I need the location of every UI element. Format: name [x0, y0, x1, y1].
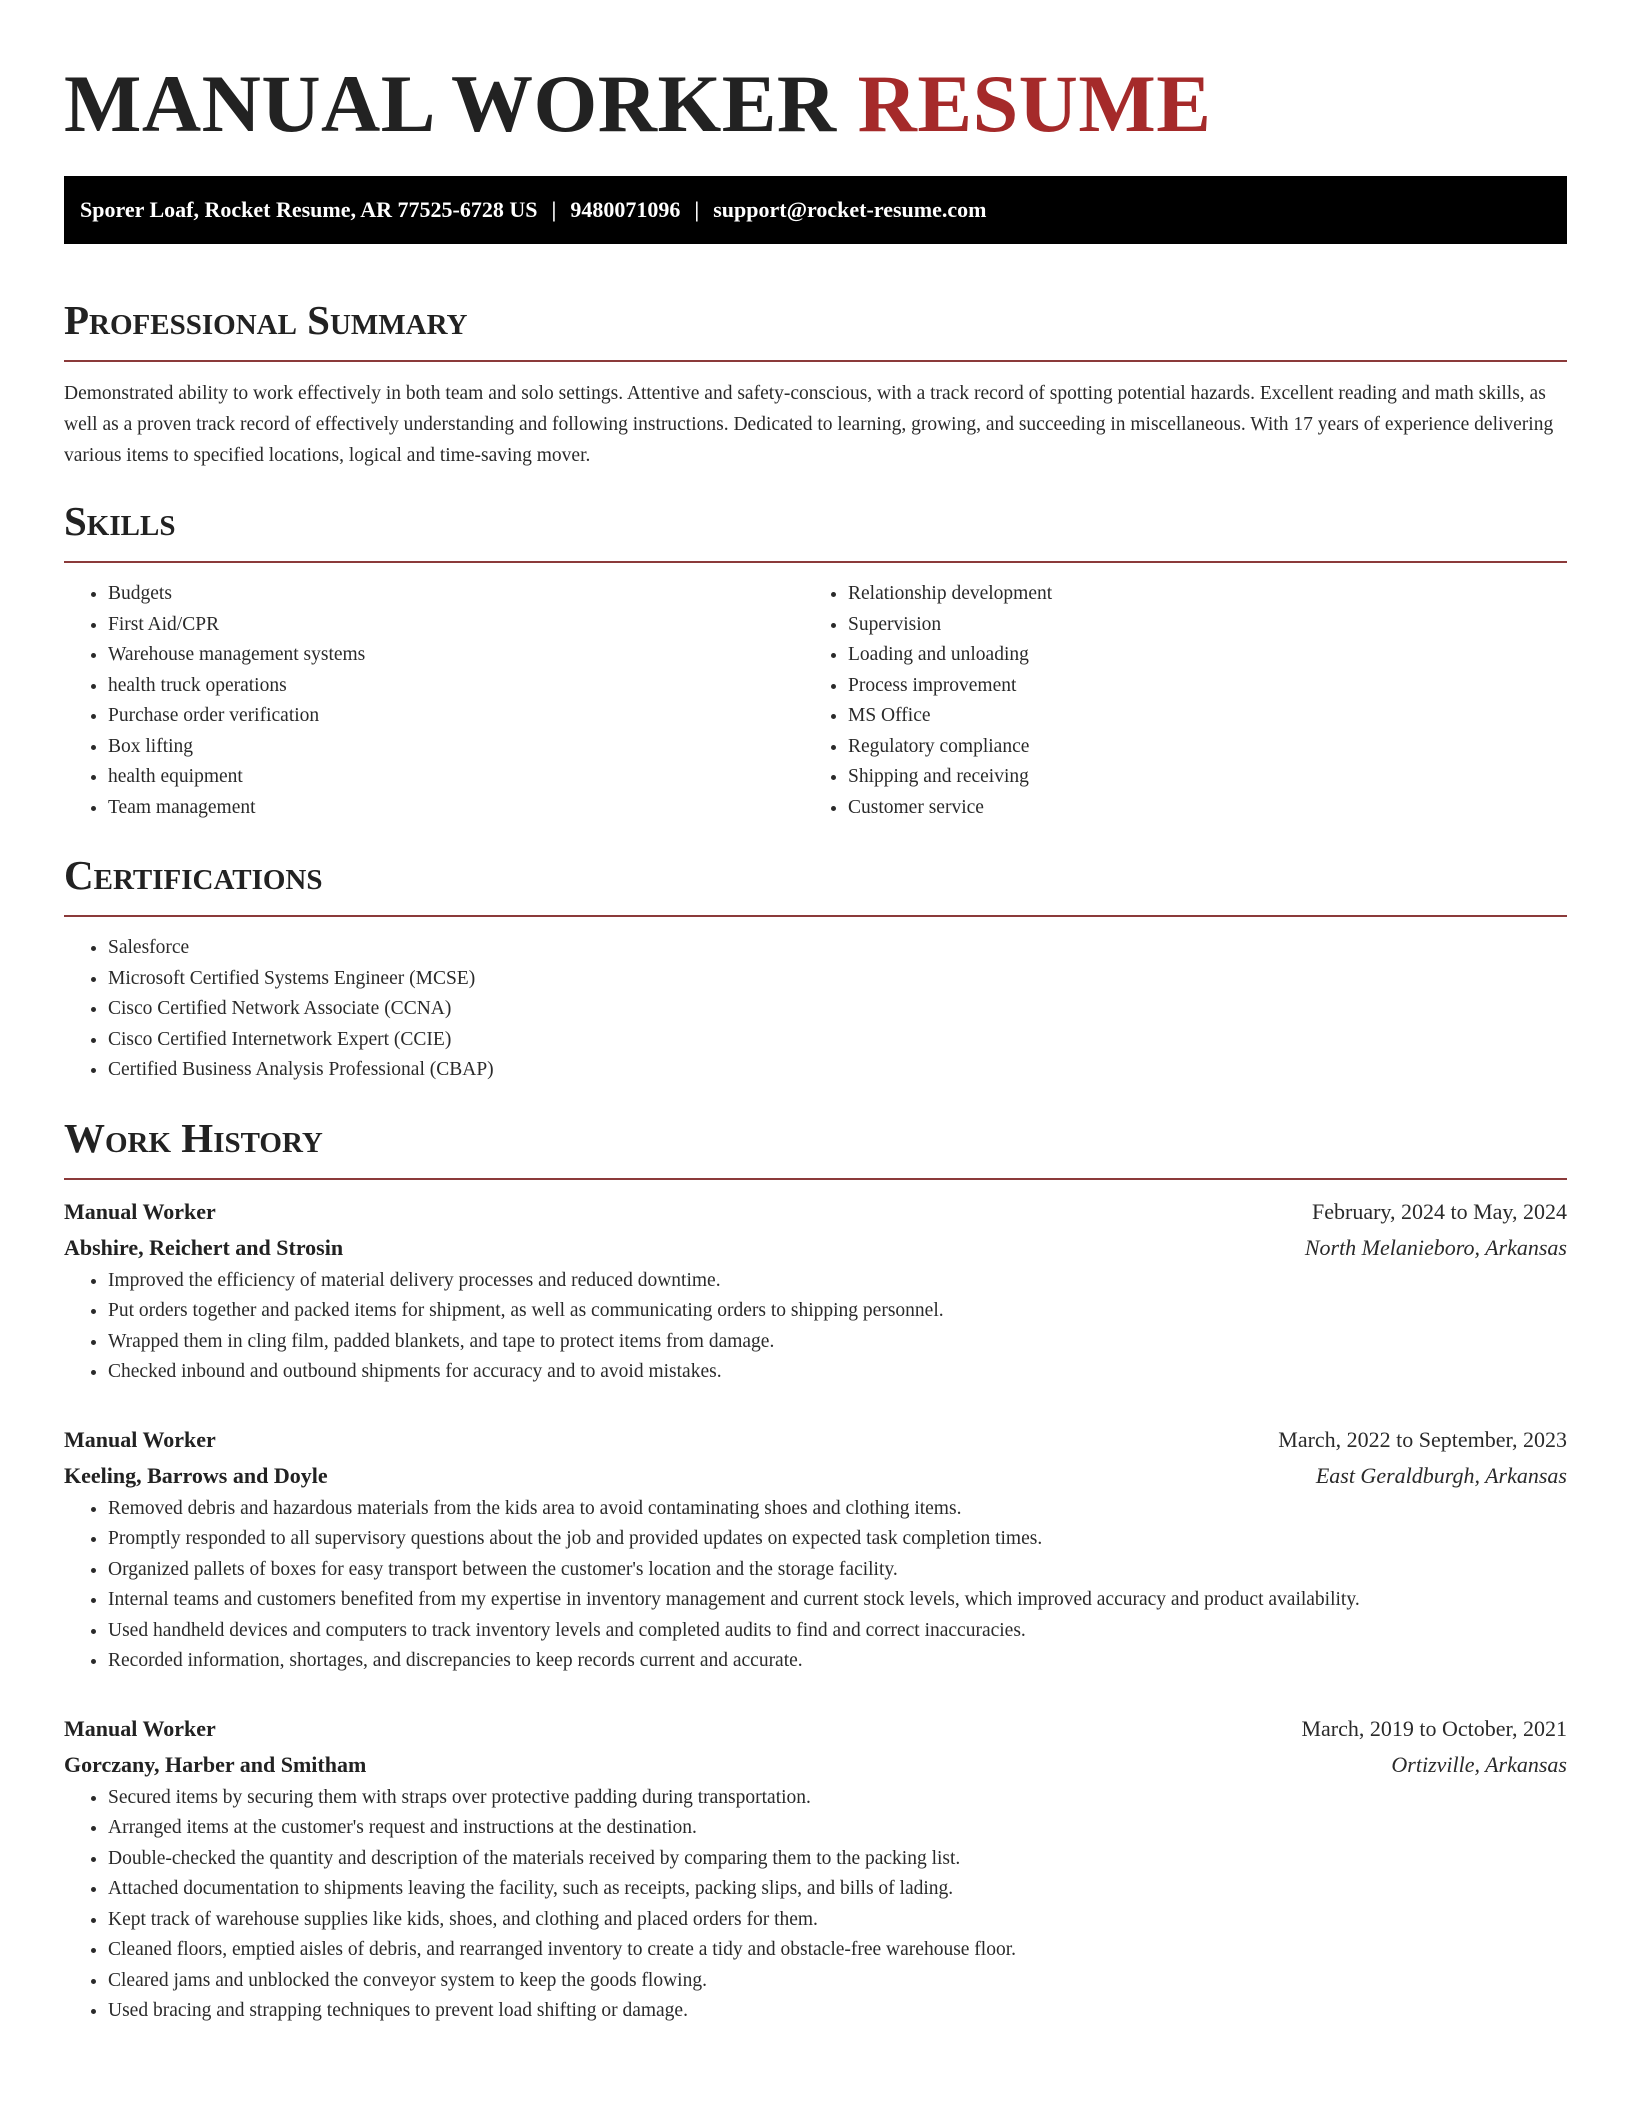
job-company-row — [64, 1230, 1567, 1266]
certifications-list — [64, 933, 1567, 1086]
job-bullet: • Cleared jams and unblocked the conveyor system to keep the goods flowing. — [108, 1966, 1567, 1997]
job-title: Manual Worker — [64, 1198, 216, 1224]
job-bullet: • Checked inbound and outbound shipments for accuracy and to avoid mistakes. — [108, 1357, 1567, 1388]
certification-item: • Certified Business Analysis Professional (CBAP) — [108, 1055, 1567, 1086]
job-dates: March, 2022 to September, 2023 — [1278, 1426, 1567, 1452]
job-entry — [64, 1711, 1567, 2027]
certifications-heading: Certifications — [64, 852, 323, 898]
skill-item: • Loading and unloading — [848, 640, 1544, 671]
skill-item: • Relationship development — [848, 579, 1544, 610]
job-location: East Geraldburgh, Arkansas — [1315, 1462, 1567, 1488]
skill-item: • Budgets — [108, 579, 804, 610]
certification-item: • Salesforce — [108, 933, 1567, 964]
contact-separator: | — [551, 197, 557, 222]
job-header-row — [64, 1194, 1567, 1230]
job-bullet: • Secured items by securing them with straps over protective padding during transportation. — [108, 1783, 1567, 1814]
summary-section — [64, 294, 1567, 471]
contact-phone[interactable]: 9480071096 — [570, 197, 681, 222]
job-company: Gorczany, Harber and Smitham — [64, 1751, 367, 1777]
section-divider — [64, 1178, 1567, 1180]
certification-item: • Cisco Certified Network Associate (CCNA) — [108, 994, 1567, 1025]
job-location: North Melanieboro, Arkansas — [1304, 1234, 1567, 1260]
job-bullet: • Used handheld devices and computers to track inventory levels and completed audits to find and correct inaccuracies. — [108, 1616, 1567, 1647]
skill-item: • Customer service — [848, 793, 1544, 824]
skill-item: • Team management — [108, 793, 804, 824]
job-bullets — [64, 1783, 1567, 2027]
job-company: Abshire, Reichert and Strosin — [64, 1234, 344, 1260]
job-bullet: • Arranged items at the customer's request and instructions at the destination. — [108, 1813, 1567, 1844]
job-company-row — [64, 1458, 1567, 1494]
job-company: Keeling, Barrows and Doyle — [64, 1462, 328, 1488]
job-company-row — [64, 1747, 1567, 1783]
job-bullets — [64, 1266, 1567, 1388]
job-bullet: • Attached documentation to shipments leaving the facility, such as receipts, packing slips, and bills of lading. — [108, 1874, 1567, 1905]
title-accent: RESUME — [857, 58, 1212, 149]
contact-bar — [64, 176, 1567, 244]
resume-title — [64, 56, 1567, 164]
skills-list-right — [804, 579, 1544, 823]
job-title: Manual Worker — [64, 1426, 216, 1452]
summary-text: Demonstrated ability to work effectively in both team and solo settings. Attentive and safety-conscious, with a track record of spotting potential hazards. Excellent reading and math skills, as well as a proven track record of effectively understanding and following instructions. Dedicated to learning, growing, and succeeding in miscellaneous. With 17 years of experience delivering various items to specified locations, logical and time-saving mover. — [64, 383, 1554, 466]
job-bullet: • Recorded information, shortages, and discrepancies to keep records current and accurate. — [108, 1646, 1567, 1677]
job-bullet: • Improved the efficiency of material delivery processes and reduced downtime. — [108, 1266, 1567, 1297]
job-bullet: • Removed debris and hazardous materials from the kids area to avoid contaminating shoes and clothing items. — [108, 1494, 1567, 1525]
skill-item: • Shipping and receiving — [848, 762, 1544, 793]
skills-columns — [64, 579, 1567, 823]
job-dates: February, 2024 to May, 2024 — [1312, 1198, 1567, 1224]
certifications-section — [64, 849, 1567, 1086]
job-bullet: • Double-checked the quantity and description of the materials received by comparing them to the packing list. — [108, 1844, 1567, 1875]
job-header-row — [64, 1422, 1567, 1458]
skill-item: • health truck operations — [108, 671, 804, 702]
job-location: Ortizville, Arkansas — [1391, 1751, 1567, 1777]
work-history-section — [64, 1112, 1567, 2027]
section-divider — [64, 360, 1567, 362]
skills-column-right — [804, 579, 1544, 823]
skills-section — [64, 495, 1567, 823]
contact-address: Sporer Loaf, Rocket Resume, AR 77525-6728 US — [80, 197, 538, 222]
skill-item: • Warehouse management systems — [108, 640, 804, 671]
job-bullet: • Cleaned floors, emptied aisles of debris, and rearranged inventory to create a tidy and obstacle-free warehouse floor. — [108, 1935, 1567, 1966]
skill-item: • Box lifting — [108, 732, 804, 763]
certification-item: • Microsoft Certified Systems Engineer (MCSE) — [108, 964, 1567, 995]
skill-item: • MS Office — [848, 701, 1544, 732]
skill-item: • health equipment — [108, 762, 804, 793]
skill-item: • Purchase order verification — [108, 701, 804, 732]
job-bullets — [64, 1494, 1567, 1677]
skills-column-left — [64, 579, 804, 823]
job-header-row — [64, 1711, 1567, 1747]
skills-list-left — [64, 579, 804, 823]
certification-item: • Cisco Certified Internetwork Expert (CCIE) — [108, 1025, 1567, 1056]
job-dates: March, 2019 to October, 2021 — [1301, 1715, 1567, 1741]
section-divider — [64, 915, 1567, 917]
job-title: Manual Worker — [64, 1715, 216, 1741]
contact-email[interactable]: support@rocket-resume.com — [713, 197, 987, 222]
job-bullet: • Used bracing and strapping techniques to prevent load shifting or damage. — [108, 1996, 1567, 2027]
job-bullet: • Kept track of warehouse supplies like kids, shoes, and clothing and placed orders for them. — [108, 1905, 1567, 1936]
job-bullet: • Organized pallets of boxes for easy transport between the customer's location and the storage facility. — [108, 1555, 1567, 1586]
job-bullet: • Internal teams and customers benefited from my expertise in inventory management and current stock levels, which improved accuracy and product availability. — [108, 1585, 1567, 1616]
skill-item: • Regulatory compliance — [848, 732, 1544, 763]
job-bullet: • Promptly responded to all supervisory questions about the job and provided updates on expected task completion times. — [108, 1524, 1567, 1555]
job-entry — [64, 1422, 1567, 1677]
summary-heading: Professional Summary — [64, 297, 468, 343]
skill-item: • Process improvement — [848, 671, 1544, 702]
skill-item: • First Aid/CPR — [108, 610, 804, 641]
section-divider — [64, 561, 1567, 563]
resume-page — [64, 0, 1567, 2027]
skills-heading: Skills — [64, 498, 176, 544]
work-history-heading: Work History — [64, 1114, 323, 1161]
title-main: MANUAL WORKER — [64, 58, 837, 149]
job-bullet: • Put orders together and packed items for shipment, as well as communicating orders to shipping personnel. — [108, 1296, 1567, 1327]
job-bullet: • Wrapped them in cling film, padded blankets, and tape to protect items from damage. — [108, 1327, 1567, 1358]
contact-separator: | — [694, 197, 700, 222]
job-entry — [64, 1194, 1567, 1388]
skill-item: • Supervision — [848, 610, 1544, 641]
